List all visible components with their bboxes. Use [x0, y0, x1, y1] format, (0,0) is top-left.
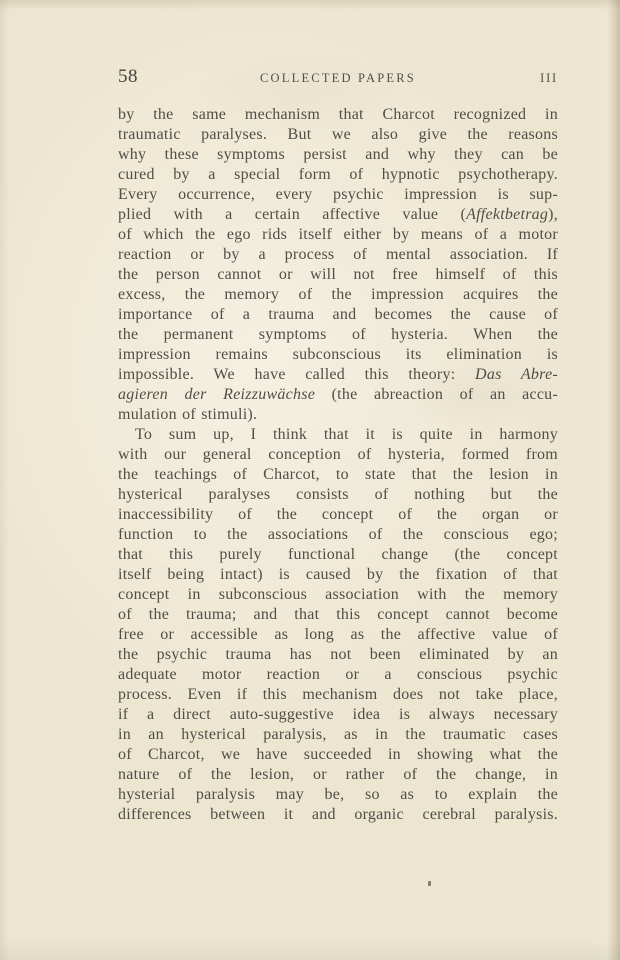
section-numeral: III [540, 71, 558, 85]
italic-phrase: Affektbetrag [466, 206, 549, 223]
text-line: the permanent symptoms of hysteria. When the [118, 326, 558, 343]
text-line: impossible. We have called this theory: Das Abre- [118, 366, 558, 383]
text-line: function to the associations of the conscious ego; [118, 526, 558, 543]
text-line: impression remains subconscious its elimination is [118, 346, 558, 363]
italic-phrase: Das Abre- [475, 366, 558, 383]
text-line: hysterial paralysis may be, so as to explain the [118, 786, 558, 803]
text-line: traumatic paralyses. But we also give the reasons [118, 126, 558, 143]
ink-speck [428, 881, 431, 886]
text-line: why these symptoms persist and why they can be [118, 146, 558, 163]
text-line: importance of a trauma and becomes the cause of [118, 306, 558, 323]
text-line: inaccessibility of the concept of the organ or [118, 506, 558, 523]
page-number: 58 [118, 66, 138, 87]
text-line: agieren der Reizzuwächse (the abreaction of an accu- [118, 386, 559, 403]
text-line: itself being intact) is caused by the fixation of that [118, 566, 558, 583]
text-line: process. Even if this mechanism does not take place, [118, 686, 558, 703]
text-line: the psychic trauma has not been eliminated by an [118, 646, 558, 663]
text-line: in an hysterical paralysis, as in the traumatic cases [118, 726, 558, 743]
text-line: of the trauma; and that this concept cannot become [118, 606, 558, 623]
text-line: by the same mechanism that Charcot recognized in [118, 106, 558, 123]
text-line: To sum up, I think that it is quite in harmony [135, 426, 558, 443]
text-line: plied with a certain affective value (Affektbetrag), [118, 206, 558, 223]
text-line: the teachings of Charcot, to state that the lesion in [118, 466, 558, 483]
text-line: nature of the lesion, or rather of the change, in [118, 766, 558, 783]
text-line: reaction or by a process of mental association. If [118, 246, 558, 263]
text-line: cured by a special form of hypnotic psychotherapy. [118, 166, 558, 183]
text-line: the person cannot or will not free himself of this [118, 266, 558, 283]
text-line: concept in subconscious association with the memory [118, 586, 558, 603]
running-title: COLLECTED PAPERS [260, 71, 416, 85]
italic-phrase: agieren der Reizzuwächse [118, 386, 316, 403]
text-line: with our general conception of hysteria, formed from [118, 446, 558, 463]
text-line: if a direct auto-suggestive idea is always necessary [118, 706, 558, 723]
text-line: that this purely functional change (the concept [118, 546, 558, 563]
page-body [118, 105, 558, 825]
text-line: mulation of stimuli). [118, 406, 258, 423]
text-line: hysterical paralyses consists of nothing but the [118, 486, 558, 503]
text-line: of Charcot, we have succeeded in showing what the [118, 746, 558, 763]
text-line: differences between it and organic cerebral paralysis. [118, 806, 558, 823]
text-line: free or accessible as long as the affective value of [118, 626, 558, 643]
text-line: excess, the memory of the impression acquires the [118, 286, 558, 303]
text-line: of which the ego rids itself either by means of a motor [118, 226, 558, 243]
text-line: Every occurrence, every psychic impression is sup- [118, 186, 558, 203]
text-line: adequate motor reaction or a conscious psychic [118, 666, 558, 683]
page-header [118, 66, 558, 88]
